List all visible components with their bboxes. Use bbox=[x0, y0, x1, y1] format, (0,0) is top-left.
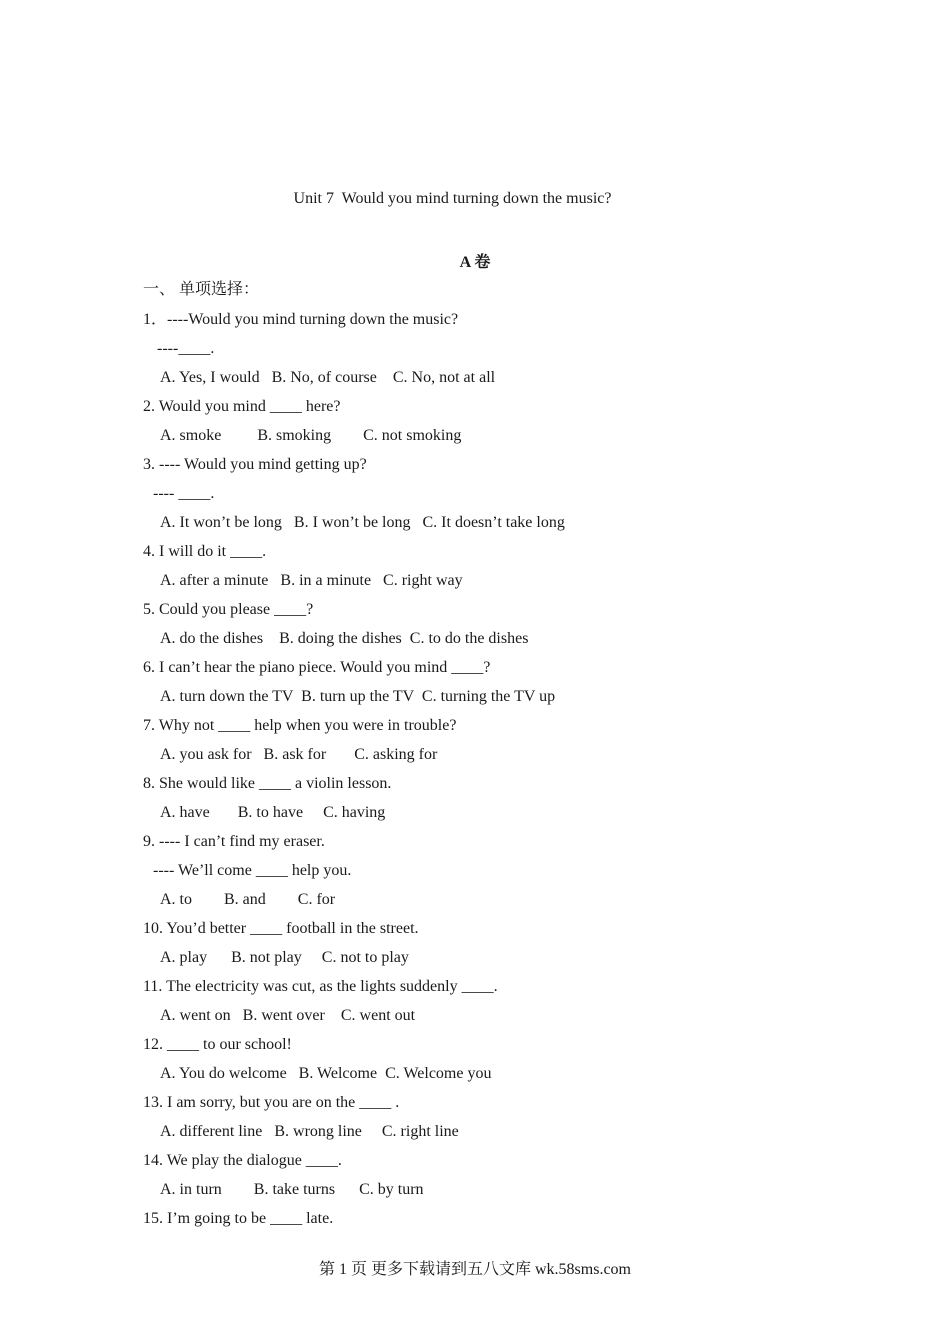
answer-options: A. have B. to have C. having bbox=[160, 804, 386, 821]
question-text: 2. Would you mind ____ here? bbox=[143, 398, 341, 415]
question-text: 5. Could you please ____? bbox=[143, 601, 314, 618]
answer-options: A. after a minute B. in a minute C. right way bbox=[160, 572, 463, 589]
question-text: 10. You’d better ____ football in the street. bbox=[143, 920, 419, 937]
dialogue-response: ---- We’ll come ____ help you. bbox=[153, 862, 352, 879]
answer-options: A. Yes, I would B. No, of course C. No, not at all bbox=[160, 369, 496, 386]
question-text: 8. She would like ____ a violin lesson. bbox=[143, 775, 392, 792]
volume-heading: A 卷 bbox=[459, 254, 491, 271]
section-heading: 一、 单项选择： bbox=[143, 281, 260, 298]
question-text: 15. I’m going to be ____ late. bbox=[143, 1210, 334, 1227]
question-text: 14. We play the dialogue ____. bbox=[143, 1152, 342, 1169]
dialogue-response: ----____. bbox=[153, 340, 215, 357]
question-text: 12. ____ to our school! bbox=[143, 1036, 292, 1053]
question-list bbox=[143, 280, 843, 1238]
question-text: 4. I will do it ____. bbox=[143, 543, 267, 560]
answer-options: A. in turn B. take turns C. by turn bbox=[160, 1181, 424, 1198]
document-title: Unit 7 Would you mind turning down the music? bbox=[293, 190, 612, 207]
question-text: 7. Why not ____ help when you were in trouble? bbox=[143, 717, 457, 734]
answer-options: A. different line B. wrong line C. right line bbox=[160, 1123, 459, 1140]
answer-options: A. It won’t be long B. I won’t be long C. It doesn’t take long bbox=[160, 514, 565, 531]
question-text: 6. I can’t hear the piano piece. Would you mind ____? bbox=[143, 659, 491, 676]
answer-options: A. smoke B. smoking C. not smoking bbox=[160, 427, 462, 444]
question-text: 13. I am sorry, but you are on the ____ . bbox=[143, 1094, 400, 1111]
answer-options: A. you ask for B. ask for C. asking for bbox=[160, 746, 438, 763]
question-text: 1．----Would you mind turning down the music? bbox=[143, 311, 459, 328]
question-text: 11. The electricity was cut, as the lights suddenly ____. bbox=[143, 978, 498, 995]
page-footer: 第 1 页 更多下载请到五八文库 wk.58sms.com bbox=[318, 1261, 631, 1278]
answer-options: A. You do welcome B. Welcome C. Welcome you bbox=[160, 1065, 492, 1082]
question-text: 3. ---- Would you mind getting up? bbox=[143, 456, 367, 473]
answer-options: A. do the dishes B. doing the dishes C. to do the dishes bbox=[160, 630, 529, 647]
answer-options: A. play B. not play C. not to play bbox=[160, 949, 409, 966]
dialogue-response: ---- ____. bbox=[153, 485, 215, 502]
answer-options: A. turn down the TV B. turn up the TV C. turning the TV up bbox=[160, 688, 556, 705]
answer-options: A. went on B. went over C. went out bbox=[160, 1007, 416, 1024]
question-text: 9. ---- I can’t find my eraser. bbox=[143, 833, 325, 850]
answer-options: A. to B. and C. for bbox=[160, 891, 336, 908]
